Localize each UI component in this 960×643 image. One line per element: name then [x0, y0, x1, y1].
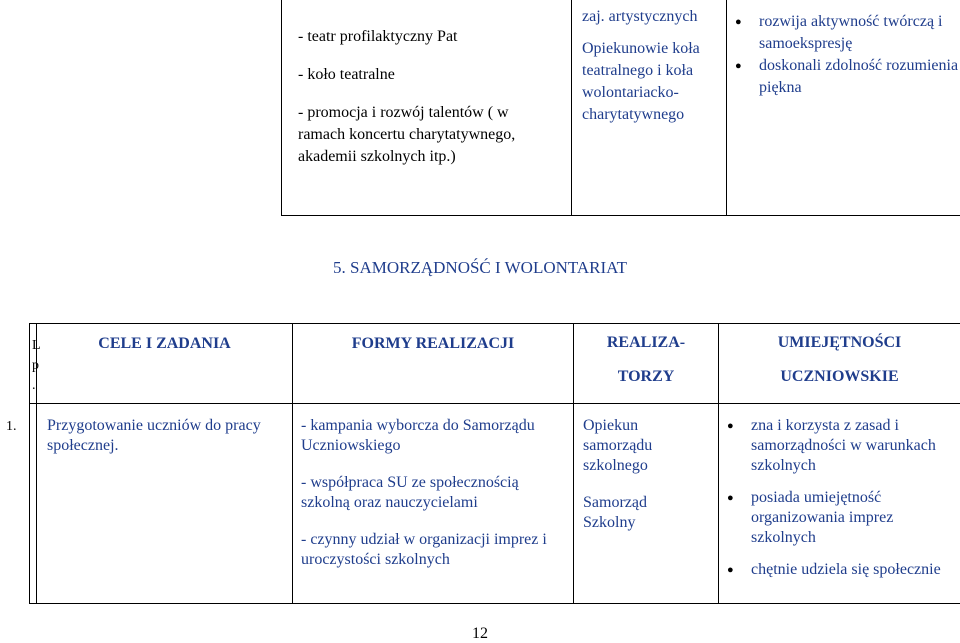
realizatorzy-label-2: TORZY: [574, 360, 718, 394]
goal-cell: [37, 404, 293, 604]
table-row: [30, 404, 960, 604]
realizatorzy-label-1: REALIZA-: [574, 326, 718, 360]
header-row: [30, 324, 960, 404]
row-number-label: 1.: [6, 419, 17, 434]
column-header-cele: [37, 324, 293, 404]
skill-bullet: ● posiada umiejętność organizowania imprez szkolnych: [719, 488, 956, 548]
form-line: akademii szkolnych itp.): [298, 146, 571, 168]
column-header-umiejetnosci: [719, 324, 960, 404]
lp-label: L p.: [32, 336, 38, 396]
skill-bullet: ● rozwija aktywność twórczą i samoekspresję: [727, 11, 960, 55]
cele-label: CELE I ZADANIA: [98, 335, 230, 352]
skills-cell: [719, 404, 960, 604]
forms-cell: [293, 404, 574, 604]
skills-cell: [727, 0, 960, 215]
organizer-line: teatralnego i koła: [582, 60, 726, 82]
continuation-table: [281, 0, 960, 216]
organizers-cell: [574, 404, 719, 604]
organizer-item: Opiekun samorządu szkolnego: [583, 416, 683, 476]
skill-bullet: ● chętnie udziela się społecznie: [719, 560, 956, 580]
row-number: [30, 404, 37, 604]
organizers-cell: [572, 0, 727, 215]
form-line: - teatr profilaktyczny Pat: [298, 26, 571, 48]
column-header-realizatorzy: [574, 324, 719, 404]
column-header-formy: [293, 324, 574, 404]
form-line: - promocja i rozwój talentów ( w: [298, 102, 571, 124]
skill-bullet: ● zna i korzysta z zasad i samorządności w warunkach szkolnych: [719, 416, 956, 476]
forms-cell: [282, 0, 572, 215]
page-number: 12: [0, 625, 960, 643]
form-item: - czynny udział w organizacji imprez i uroczystości szkolnych: [301, 530, 565, 570]
activities-table: [29, 323, 960, 604]
section-heading: 5. SAMORZĄDNOŚĆ I WOLONTARIAT: [0, 258, 960, 278]
form-line: - koło teatralne: [298, 64, 571, 86]
organizer-line: wolontariacko-: [582, 82, 726, 104]
form-line: ramach koncertu charytatywnego,: [298, 124, 571, 146]
organizer-line: Opiekunowie koła: [582, 38, 726, 60]
formy-label: FORMY REALIZACJI: [352, 335, 515, 352]
umiejetnosci-label-1: UMIEJĘTNOŚCI: [719, 326, 960, 360]
form-item: - kampania wyborcza do Samorządu Uczniowskiego: [301, 416, 565, 456]
organizer-line: charytatywnego: [582, 104, 726, 126]
organizer-item: Samorząd Szkolny: [583, 493, 683, 533]
organizer-line: zaj. artystycznych: [582, 6, 726, 28]
umiejetnosci-label-2: UCZNIOWSKIE: [719, 360, 960, 394]
column-header-lp: [30, 324, 37, 404]
goal-text: Przygotowanie uczniów do pracy społecznej.: [47, 417, 261, 454]
skill-bullet: ● doskonali zdolność rozumienia piękna: [727, 55, 960, 99]
form-item: - współpraca SU ze społecznością szkolną oraz nauczycielami: [301, 473, 565, 513]
